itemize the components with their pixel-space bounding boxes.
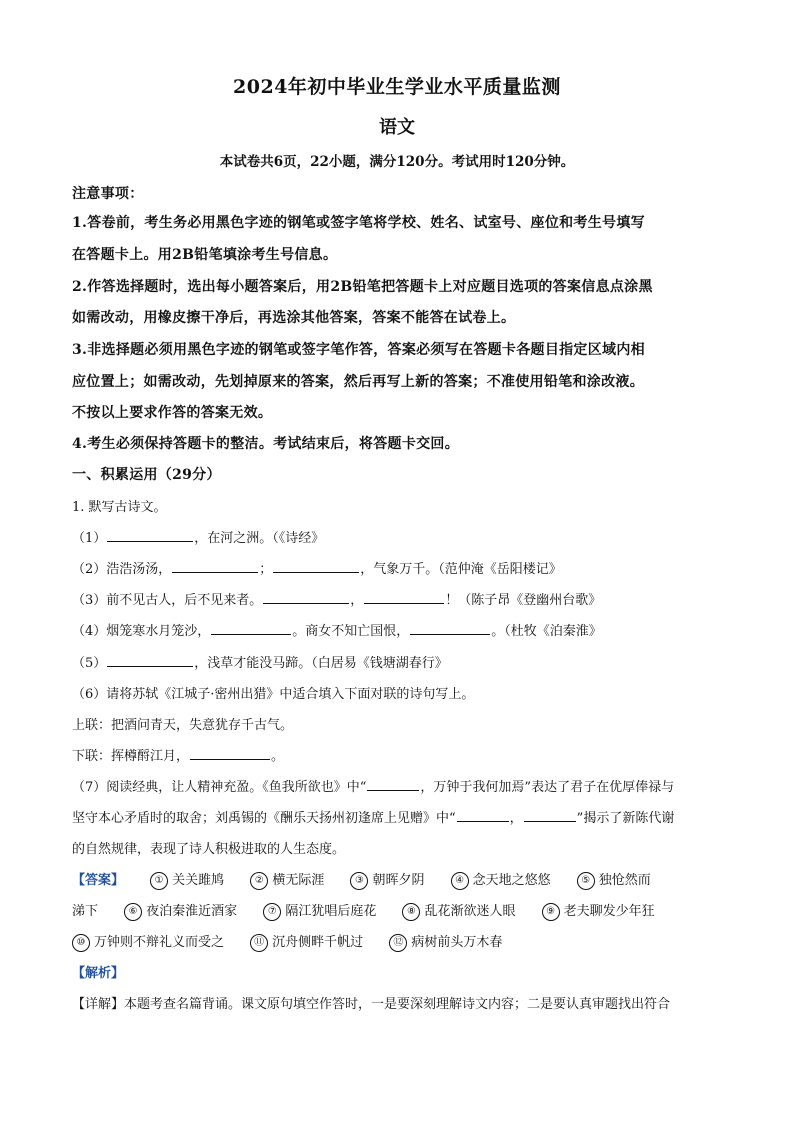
answer-line-1: 【答案】 ① 关关雎鸠 ② 横无际涯 ③ 朝晖夕阴 ④ 念天地之悠悠 ⑤ 独怆然而	[72, 873, 651, 888]
analysis-detail: 【详解】本题考查名篇背诵。课文原句填空作答时，一是要深刻理解诗文内容；二是要认真审题找出符合	[72, 997, 671, 1012]
notice-line: 不按以上要求作答的答案无效。	[72, 405, 273, 421]
subject-title: 语文	[379, 117, 415, 138]
circled-number: ⑪	[250, 934, 268, 952]
notice-line: 1.答卷前，考生务必用黑色字迹的钢笔或签字笔将学校、姓名、试室号、座位和考生号填写	[72, 215, 645, 231]
circled-number: ③	[350, 872, 368, 890]
question-1-7-line1: （7）阅读经典，让人精神充盈。《鱼我所欲也》中“ ，万钟于我何加焉”表达了君子在优厚俸禄与	[72, 776, 674, 795]
answer-blank	[367, 777, 419, 791]
question-1-4: （4）烟笼寒水月笼沙， 。商女不知亡国恨， 。（杜牧《泊秦淮》	[72, 620, 602, 639]
circled-number: ⑦	[263, 903, 281, 921]
circled-number: ⑧	[402, 903, 420, 921]
notice-line: 4.考生必须保持答题卡的整洁。考试结束后，将答题卡交回。	[72, 436, 460, 452]
answer-blank	[190, 746, 270, 760]
question-1-6: （6）请将苏轼《江城子·密州出猎》中适合填入下面对联的诗句写上。	[72, 687, 475, 702]
question-stem: 1. 默写古诗文。	[72, 500, 167, 515]
answer-blank	[457, 808, 509, 822]
question-1-1: （1） ，在河之洲。（《诗经》	[72, 527, 324, 546]
question-1-3: （3）前不见古人，后不见来者。 ， ！（陈子昂《登幽州台歌》	[72, 589, 601, 608]
answer-line-2: 涕下 ⑥ 夜泊秦淮近酒家 ⑦ 隔江犹唱后庭花 ⑧ 乱花渐欲迷人眼 ⑨ 老夫聊发少年狂	[72, 904, 655, 919]
answer-blank	[273, 559, 359, 573]
answer-blank	[263, 590, 349, 604]
page-title: 2024年初中毕业生学业水平质量监测	[233, 76, 561, 98]
couplet-lower: 下联：挥樽酹江月， 。	[72, 745, 284, 764]
answer-blank	[211, 621, 291, 635]
notice-line: 2.作答选择题时，选出每小题答案后，用2B铅笔把答题卡上对应题目选项的答案信息点涂黑	[72, 279, 653, 295]
answer-blank	[107, 528, 193, 542]
couplet-upper: 上联：把酒问青天，失意犹存千古气。	[72, 718, 294, 733]
notice-line: 在答题卡上。用2B铅笔填涂考生号信息。	[72, 247, 338, 263]
circled-number: ②	[250, 872, 268, 890]
circled-number: ⑨	[542, 903, 560, 921]
answer-blank	[172, 559, 258, 573]
answer-blank	[107, 653, 193, 667]
answer-blank	[524, 808, 576, 822]
question-1-2: （2）浩浩汤汤， ； ，气象万千。（范仲淹《岳阳楼记》	[72, 558, 562, 577]
question-1-7-line2: 坚守本心矛盾时的取舍；刘禹锡的《酬乐天扬州初逢席上见赠》中“ ， ”揭示了新陈代谢	[72, 807, 674, 826]
notice-line: 应位置上；如需改动，先划掉原来的答案，然后再写上新的答案；不准使用铅笔和涂改液。	[72, 374, 644, 390]
circled-number: ⑩	[72, 934, 90, 952]
answer-line-3: ⑩ 万钟则不辩礼义而受之 ⑪ 沉舟侧畔千帆过 ⑫ 病树前头万木春	[72, 931, 502, 952]
answer-blank	[364, 590, 444, 604]
circled-number: ①	[150, 872, 168, 890]
notice-line: 3.非选择题必须用黑色字迹的钢笔或签字笔作答，答案必须写在答题卡各题目指定区域内相	[72, 342, 645, 358]
circled-number: ⑥	[124, 903, 142, 921]
exam-info: 本试卷共6页，22小题，满分120分。考试用时120分钟。	[219, 154, 575, 170]
section-heading: 一、积累运用（29分）	[72, 467, 221, 483]
circled-number: ⑫	[389, 934, 407, 952]
circled-number: ④	[451, 872, 469, 890]
question-1-7-line3: 的自然规律，表现了诗人积极进取的人生态度。	[72, 842, 346, 857]
notice-heading: 注意事项：	[72, 186, 144, 202]
circled-number: ⑤	[577, 872, 595, 890]
answer-label: 【答案】	[72, 873, 125, 888]
question-1-5: （5） ，浅草才能没马蹄。（白居易《钱塘湖春行》	[72, 652, 448, 671]
answer-blank	[410, 621, 490, 635]
analysis-label: 【解析】	[72, 966, 125, 981]
notice-line: 如需改动，用橡皮擦干净后，再选涂其他答案，答案不能答在试卷上。	[72, 310, 516, 326]
